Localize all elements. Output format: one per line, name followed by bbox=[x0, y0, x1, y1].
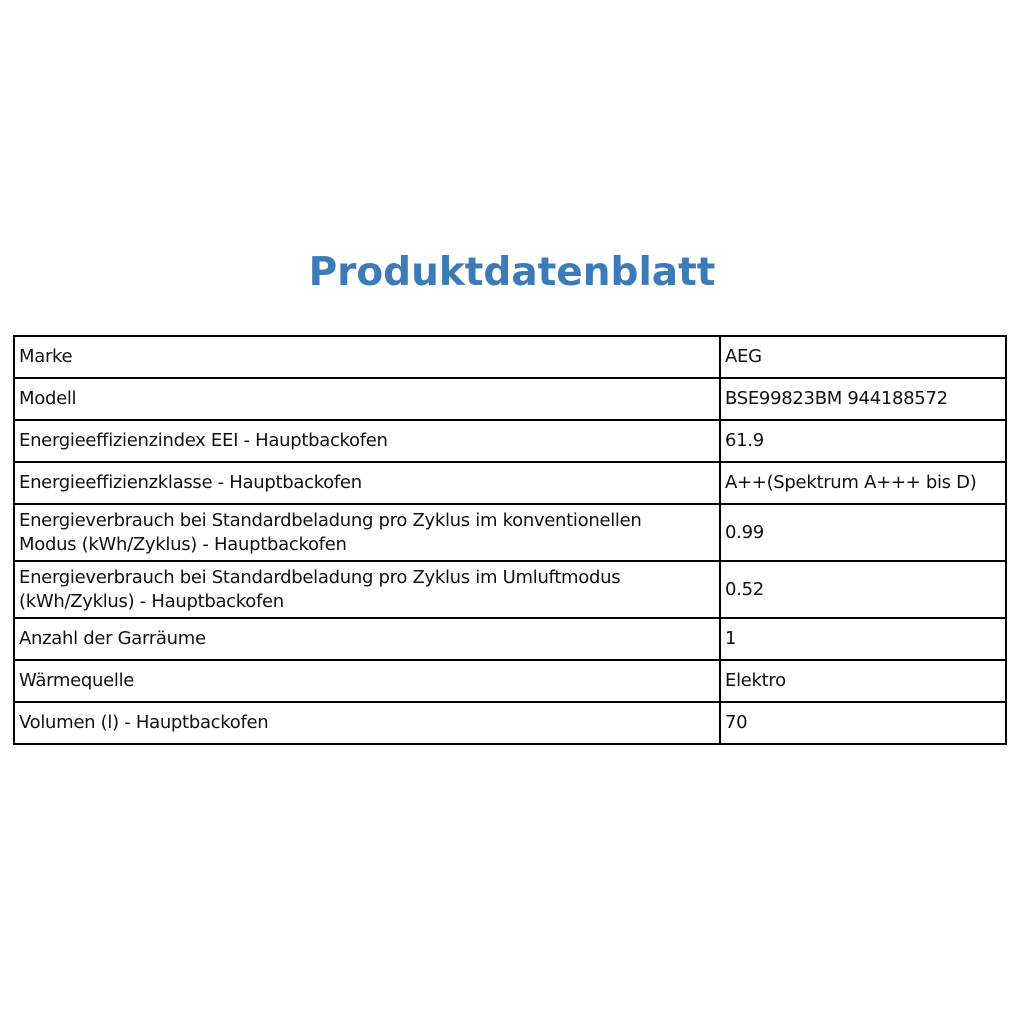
label-line: (kWh/Zyklus) - Hauptbackofen bbox=[19, 590, 284, 612]
table-row bbox=[14, 618, 1006, 660]
row-label-heat-source: Wärmequelle bbox=[14, 660, 720, 702]
row-value-consumption-fan: 0.52 bbox=[720, 561, 1006, 618]
row-value-energy-class: A++(Spektrum A+++ bis D) bbox=[720, 462, 1006, 504]
row-value-model: BSE99823BM 944188572 bbox=[720, 378, 1006, 420]
row-value-brand: AEG bbox=[720, 336, 1006, 378]
row-label-volume: Volumen (l) - Hauptbackofen bbox=[14, 702, 720, 744]
label-line: Modus (kWh/Zyklus) - Hauptbackofen bbox=[19, 533, 347, 555]
row-label-cavities: Anzahl der Garräume bbox=[14, 618, 720, 660]
row-value-cavities: 1 bbox=[720, 618, 1006, 660]
row-label-consumption-fan bbox=[14, 561, 720, 618]
page-title: Produktdatenblatt bbox=[308, 250, 716, 295]
label-line: Energieverbrauch bei Standardbeladung pro Zyklus im konventionellen bbox=[19, 509, 642, 531]
table-row bbox=[14, 462, 1006, 504]
row-label-consumption-conventional bbox=[14, 504, 720, 561]
table-row bbox=[14, 702, 1006, 744]
row-value-eei: 61.9 bbox=[720, 420, 1006, 462]
table-row bbox=[14, 378, 1006, 420]
table-row bbox=[14, 561, 1006, 618]
row-label-brand: Marke bbox=[14, 336, 720, 378]
row-label-model: Modell bbox=[14, 378, 720, 420]
row-label-energy-class: Energieeffizienzklasse - Hauptbackofen bbox=[14, 462, 720, 504]
label-line: Energieverbrauch bei Standardbeladung pro Zyklus im Umluftmodus bbox=[19, 566, 621, 588]
row-label-eei: Energieeffizienzindex EEI - Hauptbackofen bbox=[14, 420, 720, 462]
table-row bbox=[14, 504, 1006, 561]
row-value-consumption-conventional: 0.99 bbox=[720, 504, 1006, 561]
product-data-table bbox=[13, 335, 1007, 745]
row-value-volume: 70 bbox=[720, 702, 1006, 744]
table-row bbox=[14, 336, 1006, 378]
table-row bbox=[14, 660, 1006, 702]
table-row bbox=[14, 420, 1006, 462]
row-value-heat-source: Elektro bbox=[720, 660, 1006, 702]
